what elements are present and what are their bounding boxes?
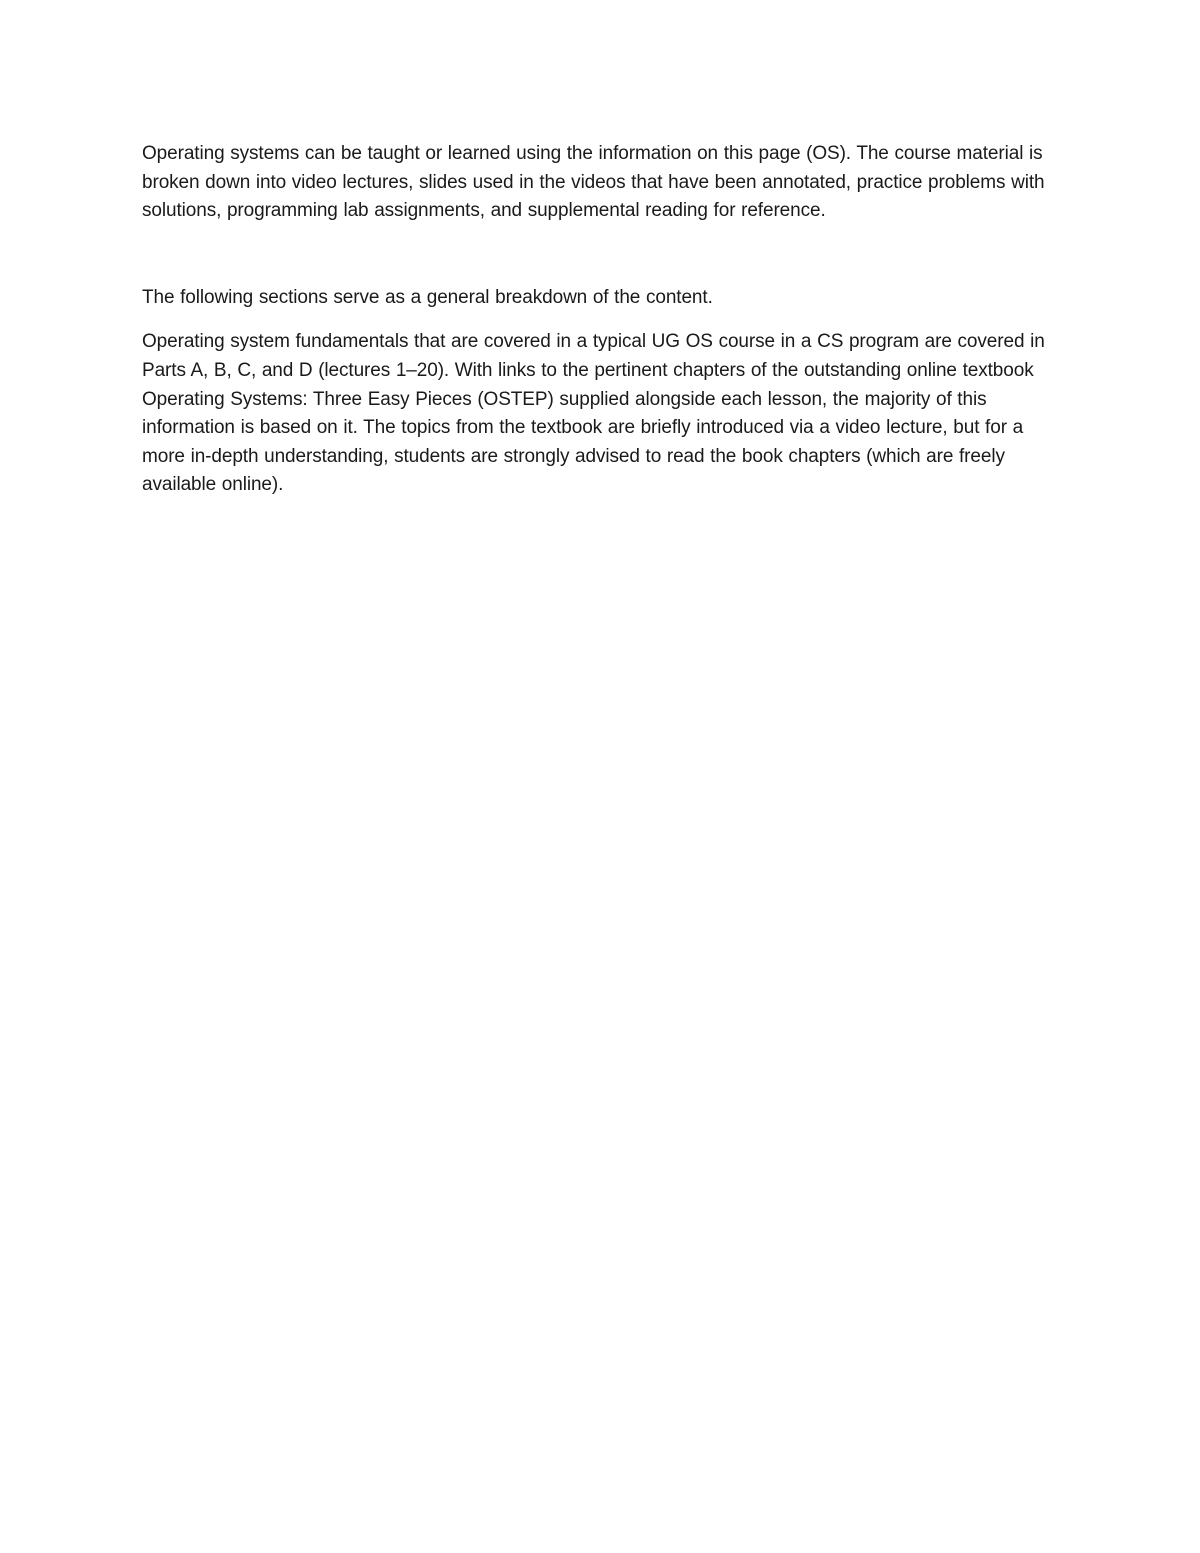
fundamentals-paragraph: Operating system fundamentals that are covered in a typical UG OS course in a CS program are covered in Parts A, B, C, and D (lectures 1–20). With links to the pertinent chapters of the outstanding online textbook Operating Systems: Three Easy Pieces (OSTEP) supplied alongside each lesson, the majority of this information is based on it. The topics from the textbook are briefly introduced via a video lecture, but for a more in-depth understanding, students are strongly advised to read the book chapters (which are freely available online).	[142, 331, 1045, 496]
breakdown-paragraph: The following sections serve as a general breakdown of the content.	[142, 286, 713, 308]
intro-paragraph: Operating systems can be taught or learned using the information on this page (OS). The course material is broken down into video lectures, slides used in the videos that have been annotated, practice problems with solutions, programming lab assignments, and supplemental reading for reference.	[142, 143, 1045, 222]
document-body	[142, 140, 1054, 500]
